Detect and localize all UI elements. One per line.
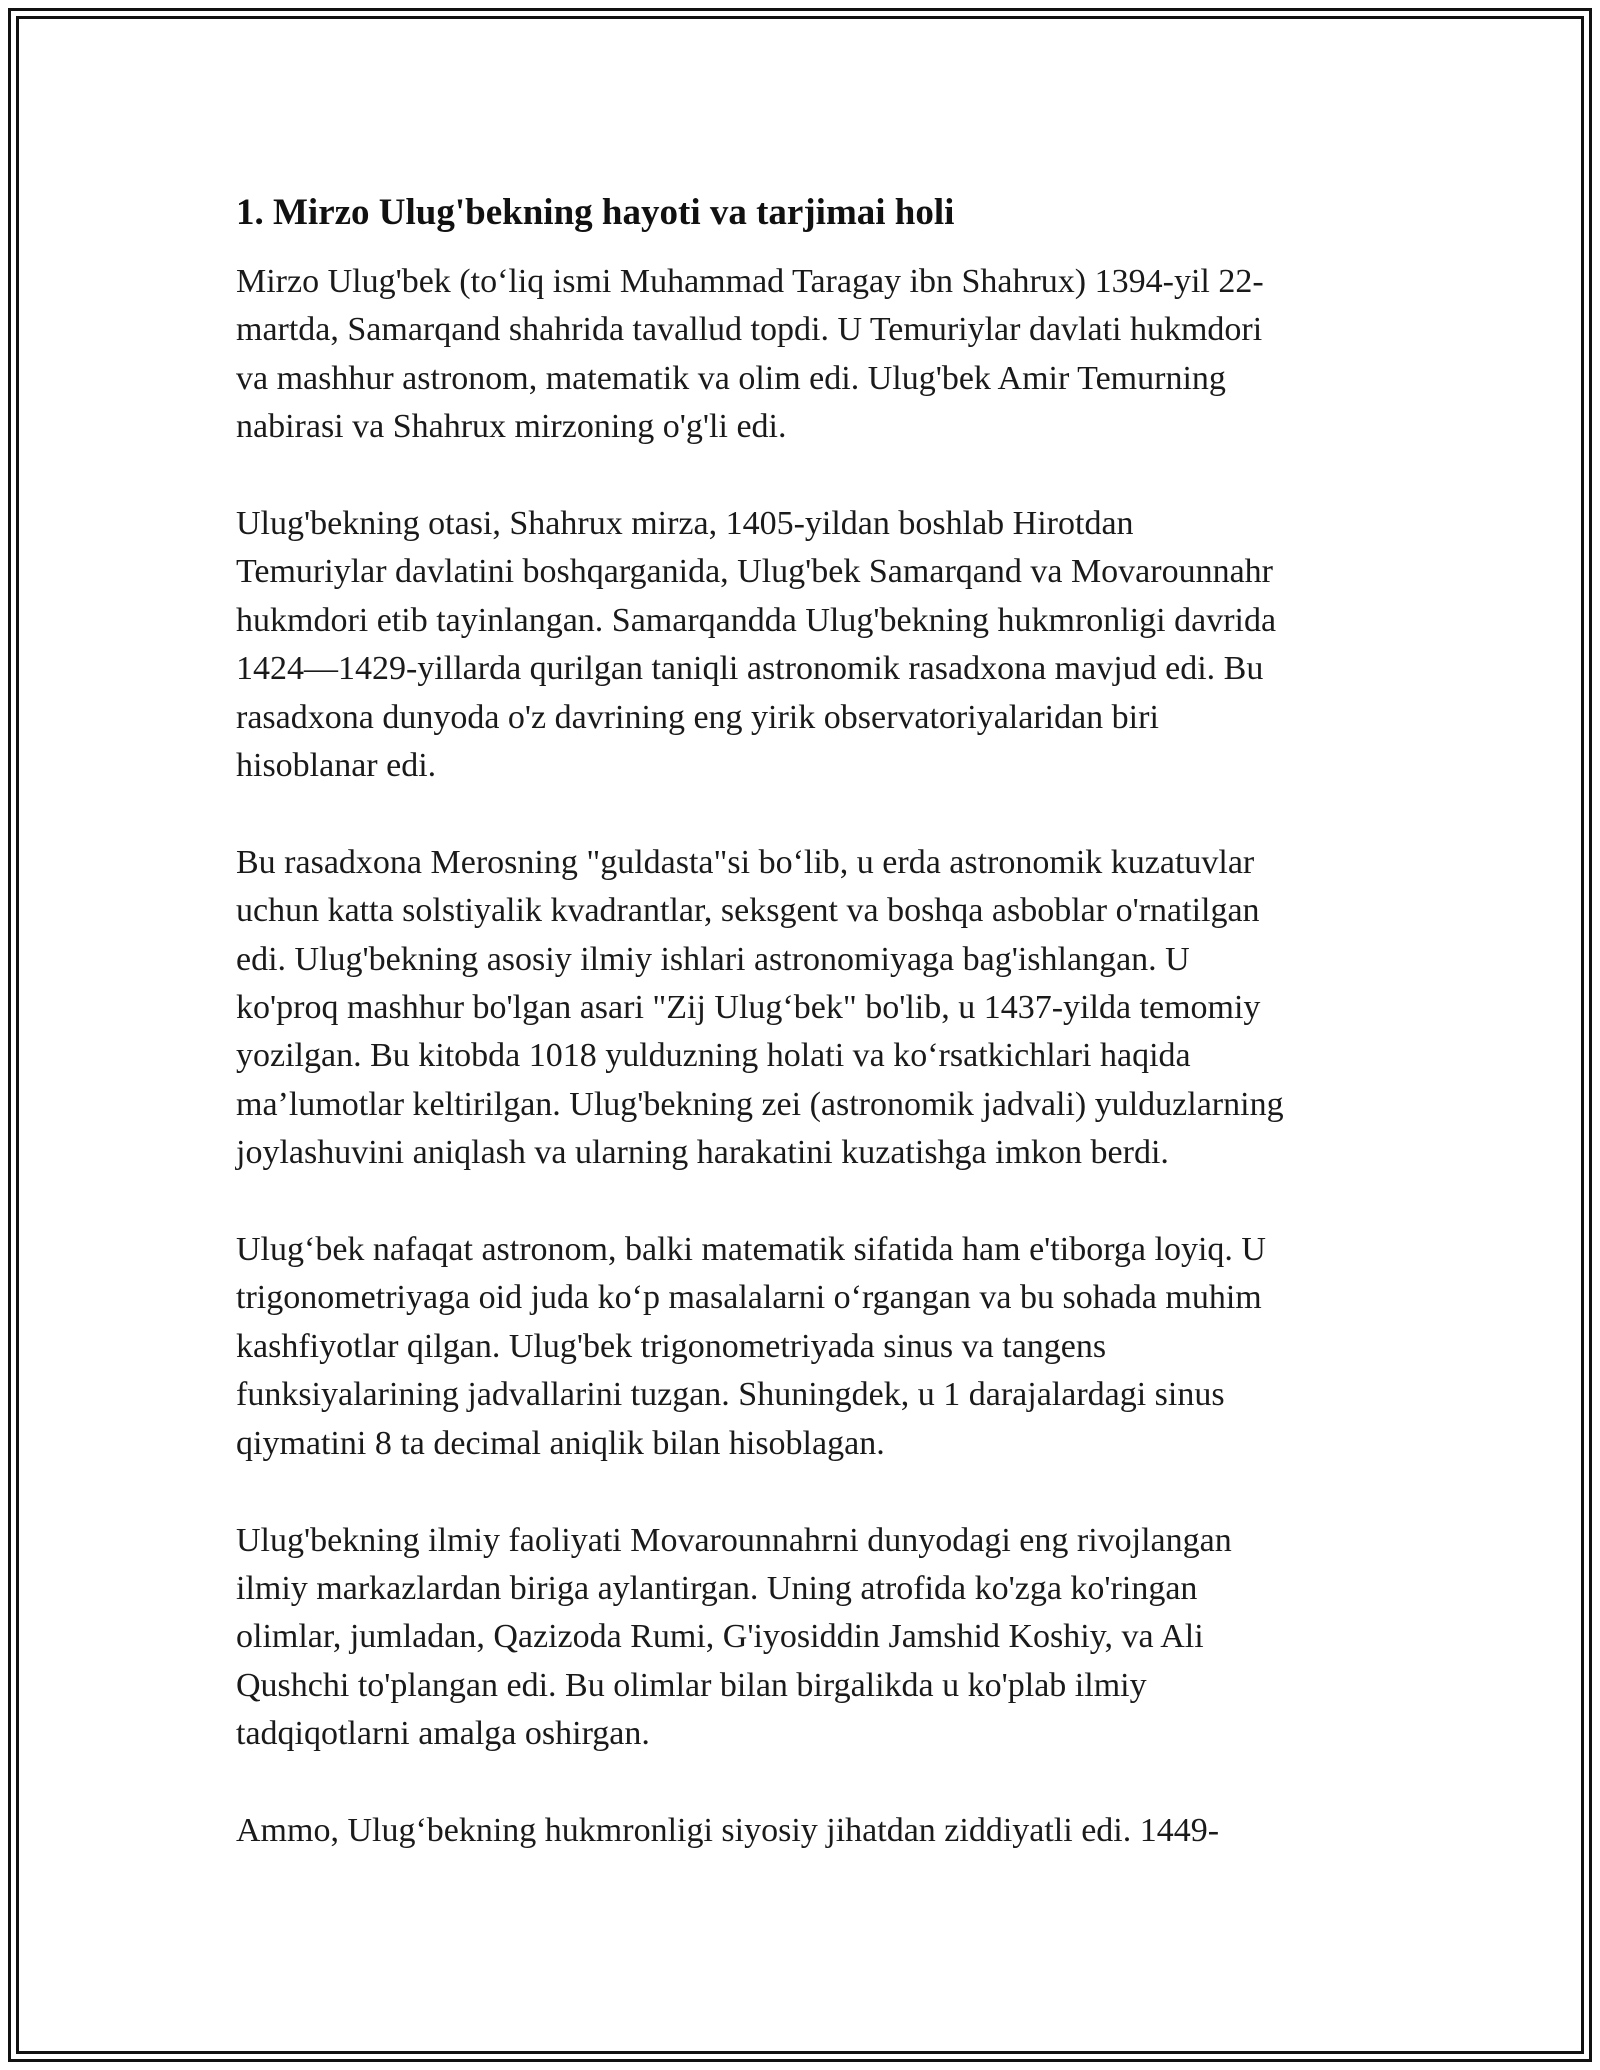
paragraph-line: Temuriylar davlatini boshqarganida, Ulug'bek Samarqand va Movarounnahr [236,553,1273,591]
paragraph-line: hisoblanar edi. [236,747,437,785]
paragraph-line: Ulug‘bek nafaqat astronom, balki matematik sifatida ham e'tiborga loyiq. U [236,1231,1266,1269]
paragraph-line: Qushchi to'plangan edi. Bu olimlar bilan birgalikda u ko'plab ilmiy [236,1666,1147,1704]
paragraph-line: qiymatini 8 ta decimal aniqlik bilan hisoblagan. [236,1424,885,1462]
paragraph-line: Ulug'bekning ilmiy faoliyati Movarounnahrni dunyodagi eng rivojlangan [236,1521,1232,1559]
document-body [236,188,1386,1904]
paragraph-line: rasadxona dunyoda o'z davrining eng yirik observatoriyalaridan biri [236,698,1159,736]
paragraph-line: ko'proq mashhur bo'lgan asari "Zij Ulug‘bek" bo'lib, u 1437-yilda temomiy [236,989,1261,1027]
paragraph [236,1517,1386,1759]
paragraph-line: funksiyalarining jadvallarini tuzgan. Shuningdek, u 1 darajalardagi sinus [236,1376,1225,1414]
paragraph-line: Mirzo Ulug'bek (to‘liq ismi Muhammad Taragay ibn Shahrux) 1394-yil 22- [236,263,1264,300]
paragraph-line: joylashuvini aniqlash va ularning harakatini kuzatishga imkon berdi. [236,1134,1169,1172]
paragraph-line: ilmiy markazlardan biriga aylantirgan. Uning atrofida ko'zga ko'ringan [236,1569,1198,1607]
paragraph-list [236,258,1386,1855]
paragraph-line: yozilgan. Bu kitobda 1018 yulduzning holati va ko‘rsatkichlari haqida [236,1037,1191,1075]
paragraph [236,500,1386,790]
paragraph [236,1807,1386,1855]
paragraph-line: kashfiyotlar qilgan. Ulug'bek trigonometriyada sinus va tangens [236,1327,1107,1365]
paragraph-line: Ulug'bekning otasi, Shahrux mirza, 1405-yildan boshlab Hirotdan [236,505,1134,543]
paragraph [236,1226,1386,1468]
paragraph-line: Ammo, Ulug‘bekning hukmronligi siyosiy jihatdan ziddiyatli edi. 1449- [236,1811,1220,1849]
paragraph-line: Bu rasadxona Merosning "guldasta"si bo‘lib, u erda astronomik kuzatuvlar [236,843,1255,881]
paragraph-line: uchun katta solstiyalik kvadrantlar, seksgent va boshqa asboblar o'rnatilgan [236,892,1260,930]
paragraph [236,258,1386,452]
paragraph-line: edi. Ulug'bekning asosiy ilmiy ishlari astronomiyaga bag'ishlangan. U [236,940,1190,978]
paragraph-line: 1424—1429-yillarda qurilgan taniqli astronomik rasadxona mavjud edi. Bu [236,650,1264,688]
paragraph-line: hukmdori etib tayinlangan. Samarqandda Ulug'bekning hukmronligi davrida [236,601,1277,639]
paragraph-line: olimlar, jumladan, Qazizoda Rumi, G'iyosiddin Jamshid Koshiy, va Ali [236,1618,1204,1656]
section-heading: 1. Mirzo Ulug'bekning hayoti va tarjimai holi [236,192,955,233]
paragraph [236,839,1386,1178]
paragraph-line: martda, Samarqand shahrida tavallud topdi. U Temuriylar davlati hukmdori [236,311,1263,349]
paragraph-line: va mashhur astronom, matematik va olim edi. Ulug'bek Amir Temurning [236,359,1226,397]
paragraph-line: tadqiqotlarni amalga oshirgan. [236,1715,650,1753]
paragraph-line: nabirasi va Shahrux mirzoning o'g'li edi. [236,408,787,446]
paragraph-line: ma’lumotlar keltirilgan. Ulug'bekning zei (astronomik jadvali) yulduzlarning [236,1085,1284,1123]
paragraph-line: trigonometriyaga oid juda ko‘p masalalarni o‘rgangan va bu sohada muhim [236,1279,1262,1317]
